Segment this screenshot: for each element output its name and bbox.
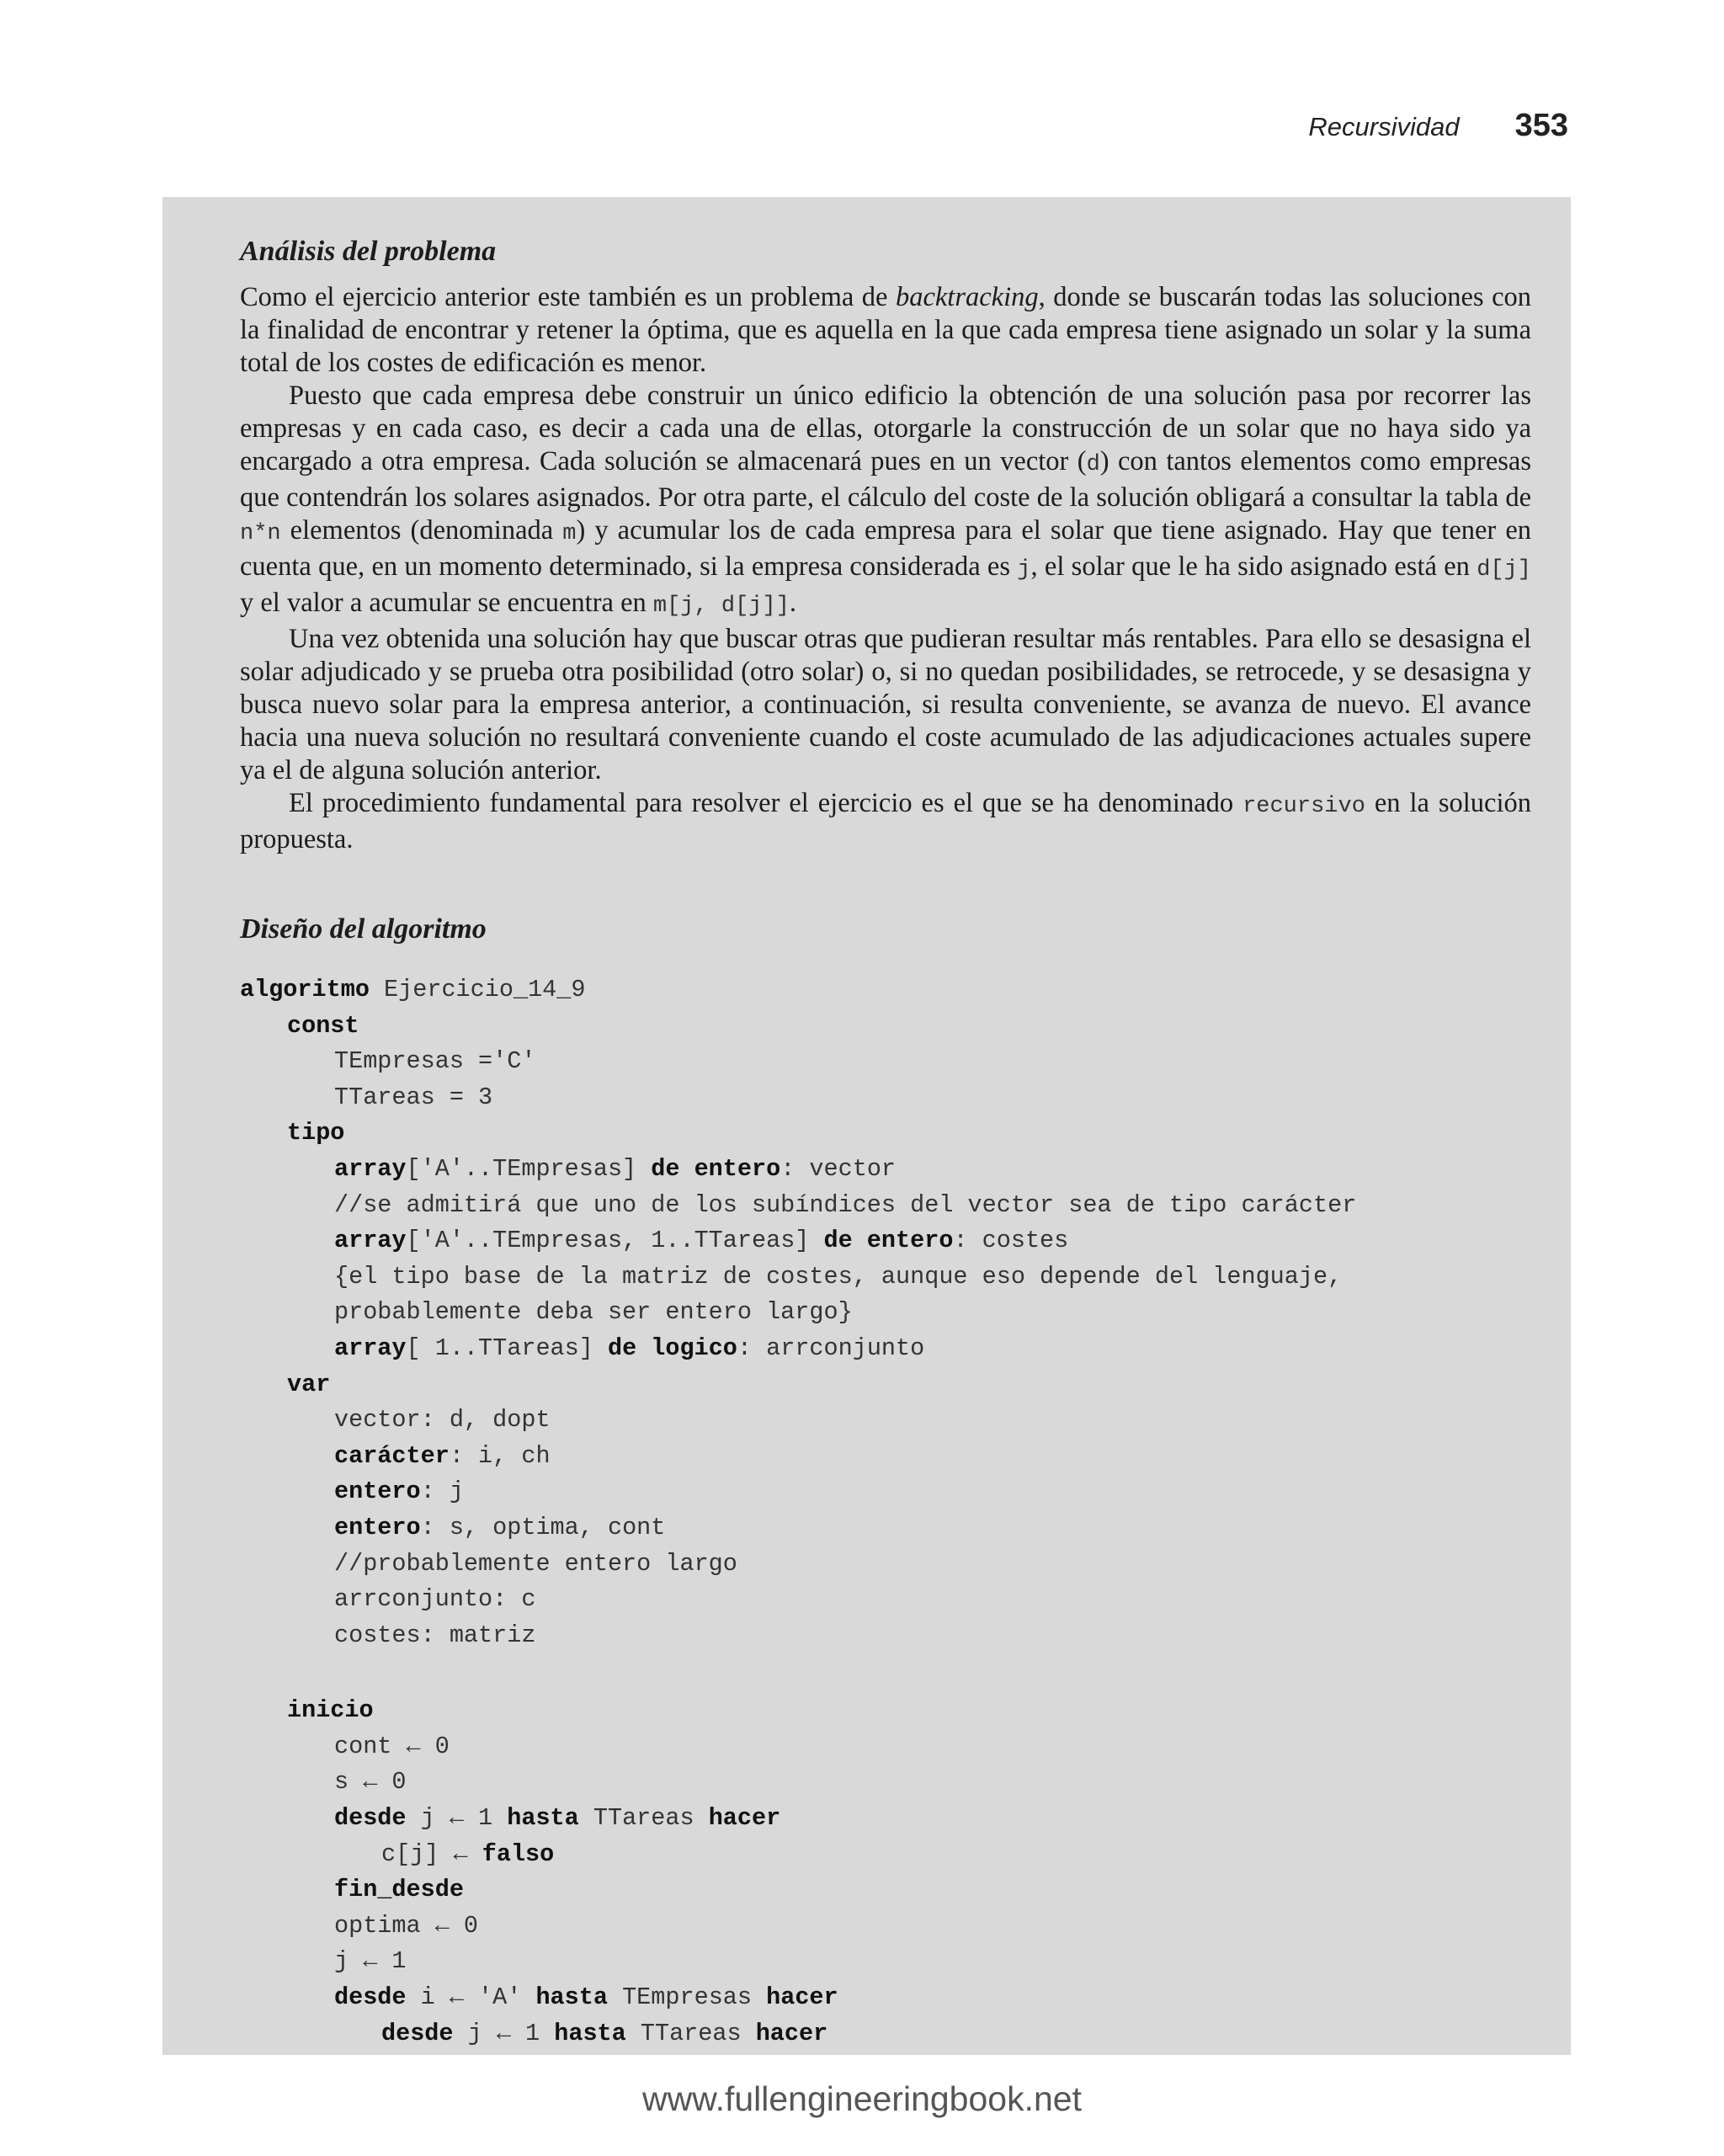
- code-line: [240, 1295, 1531, 1331]
- code-line: [240, 1044, 1531, 1080]
- code-line: [240, 1801, 1531, 1837]
- code-keyword: hasta: [535, 1983, 608, 2012]
- code-line: [240, 1510, 1531, 1546]
- inline-code: n*n: [240, 521, 281, 546]
- code-keyword: entero: [334, 1513, 421, 1541]
- code-line: [240, 1765, 1531, 1801]
- code-keyword: hacer: [755, 2019, 828, 2047]
- code-text: : s, optima, cont: [420, 1513, 666, 1541]
- code-line: [240, 1152, 1531, 1188]
- emphasis-backtracking: backtracking: [895, 282, 1039, 312]
- code-text: j ← 1: [406, 1804, 508, 1833]
- code-text: //se admitirá que uno de los subíndices del vector sea de tipo carácter: [334, 1190, 1357, 1219]
- analysis-paragraph-4: [240, 787, 1531, 856]
- code-line: [240, 1693, 1531, 1729]
- text-run: Puesto que cada empresa debe construir un único edificio la obtención de una solución pasa por recorrer las empresas y en cada caso, es decir a cada una de ellas, otorgarle la construcción de un solar que no haya sido ya encargado a otra empresa. Cada solución se almacenará pues en un vector (: [240, 381, 1531, 476]
- code-text: TTareas: [625, 2019, 756, 2047]
- code-text: costes: matriz: [334, 1621, 536, 1649]
- code-line: [240, 1837, 1531, 1873]
- inline-code: j: [1017, 557, 1031, 583]
- code-text: TTareas = 3: [334, 1083, 493, 1111]
- code-keyword: de entero: [651, 1154, 781, 1183]
- code-keyword: inicio: [287, 1696, 374, 1725]
- code-keyword: fin_desde: [334, 1876, 464, 1904]
- code-line: [240, 2016, 1531, 2052]
- text-run: elementos (denominada: [280, 515, 563, 546]
- code-text: : arrconjunto: [737, 1334, 925, 1362]
- code-line: [240, 1188, 1531, 1224]
- code-text: arrconjunto: c: [334, 1585, 536, 1614]
- code-text: optima ← 0: [334, 1911, 479, 1940]
- code-line: [240, 1872, 1531, 1908]
- analysis-heading: Análisis del problema: [240, 236, 497, 267]
- code-text: probablemente deba ser entero largo}: [334, 1298, 853, 1327]
- content-inner: [240, 231, 1531, 2052]
- code-keyword: var: [287, 1370, 331, 1398]
- code-keyword: hacer: [708, 1804, 781, 1833]
- code-text: ['A'..TEmpresas]: [406, 1154, 652, 1183]
- code-keyword: array: [334, 1154, 407, 1183]
- text-run: , donde se buscarán todas las soluciones con la finalidad de encontrar y retener la óptima, que es aquella en la que cada empresa tiene asignado un solar y la suma total de los costes de edificación es menor.: [240, 282, 1531, 378]
- code-keyword: de logico: [607, 1334, 737, 1362]
- code-keyword: de entero: [823, 1227, 954, 1255]
- inline-code: d: [1086, 452, 1100, 477]
- analysis-paragraph-1: [240, 281, 1531, 380]
- analysis-paragraph-3: Una vez obtenida una solución hay que buscar otras que pudieran resultar más rentables. Para ello se desasigna el solar adjudicado y se prueba otra posibilidad (otro solar) o, si no quedan posibilidades, se retrocede, y se desasigna y busca nuevo solar para la empresa anterior, a continuación, si resulta conveniente, se avanza de nuevo. El avance hacia una nueva solución no resultará conveniente cuando el coste acumulado de las adjudicaciones actuales supere ya el de alguna solución anterior.: [240, 624, 1531, 785]
- running-head: [1308, 108, 1568, 144]
- inline-code: recursivo: [1242, 794, 1365, 819]
- code-line: [240, 1009, 1531, 1045]
- code-keyword: entero: [334, 1477, 421, 1506]
- code-keyword: hasta: [507, 1804, 579, 1833]
- code-line: [240, 1223, 1531, 1259]
- code-text: c[j] ←: [381, 1839, 482, 1868]
- code-line: [240, 1115, 1531, 1152]
- code-line: [240, 1474, 1531, 1510]
- code-keyword: array: [334, 1227, 407, 1255]
- code-text: TTareas: [578, 1804, 709, 1833]
- code-keyword: desde: [334, 1804, 407, 1833]
- code-keyword: falso: [482, 1839, 555, 1868]
- code-line: [240, 1331, 1531, 1367]
- text-run: Como el ejercicio anterior este también es un problema de: [240, 282, 896, 312]
- code-keyword: desde: [381, 2019, 454, 2047]
- code-keyword: carácter: [334, 1441, 450, 1470]
- code-text: : i, ch: [449, 1441, 551, 1470]
- code-text: [ 1..TTareas]: [406, 1334, 608, 1362]
- analysis-body: [240, 281, 1531, 856]
- text-run: .: [789, 588, 797, 618]
- code-keyword: algoritmo: [240, 976, 370, 1003]
- code-line: [240, 1618, 1531, 1654]
- code-text: TEmpresas ='C': [334, 1047, 536, 1076]
- code-text: i ← 'A': [406, 1983, 536, 2012]
- code-line: [240, 1980, 1531, 2016]
- code-text: s ← 0: [334, 1768, 407, 1797]
- text-run: y el valor a acumular se encuentra en: [240, 588, 653, 618]
- code-text: TEmpresas: [607, 1983, 767, 2012]
- inline-code: d[j]: [1477, 557, 1531, 583]
- content-box: [162, 197, 1571, 2055]
- footer-url: www.fullengineeringbook.net: [642, 2079, 1082, 2118]
- code-text: vector: d, dopt: [334, 1406, 551, 1435]
- text-run: ) y acumular los de cada empresa para el solar que tiene asignado. Hay que tener en cuenta que, en un momento determinado, si la empresa considerada es: [240, 515, 1531, 582]
- inline-code: m[j, d[j]]: [652, 594, 790, 619]
- code-line: [240, 1944, 1531, 1980]
- code-keyword: const: [287, 1011, 359, 1040]
- code-keyword: hacer: [766, 1983, 838, 2012]
- text-run: El procedimiento fundamental para resolver el ejercicio es el que se ha denominado: [289, 788, 1243, 818]
- code-text: ['A'..TEmpresas, 1..TTareas]: [406, 1227, 824, 1255]
- code-line: [240, 1403, 1531, 1439]
- code-line: [240, 1080, 1531, 1116]
- code-line: [240, 1582, 1531, 1618]
- running-head-title: Recursividad: [1308, 112, 1460, 141]
- code-keyword: hasta: [554, 2019, 626, 2047]
- analysis-paragraph-2: [240, 380, 1531, 623]
- code-text: cont ← 0: [334, 1732, 450, 1760]
- inline-code: m: [562, 521, 577, 546]
- code-keyword: tipo: [287, 1119, 345, 1147]
- page-number: 353: [1514, 108, 1568, 143]
- code-line: [240, 1729, 1531, 1765]
- code-text: : j: [420, 1477, 464, 1506]
- code-line: [240, 1546, 1531, 1583]
- code-text: : costes: [953, 1227, 1069, 1255]
- code-keyword: array: [334, 1334, 407, 1362]
- code-text: j ← 1: [453, 2019, 555, 2047]
- code-text: j ← 1: [334, 1947, 407, 1976]
- code-text: Ejercicio_14_9: [369, 976, 586, 1003]
- text-run: , el solar que le ha sido asignado está en: [1030, 551, 1477, 582]
- code-line: [240, 1908, 1531, 1945]
- algorithm-code-block: [240, 972, 1531, 2052]
- text-run: en la solución propuesta.: [240, 788, 1531, 854]
- code-text: {el tipo base de la matriz de costes, aunque eso depende del lenguaje,: [334, 1262, 1343, 1291]
- design-heading: Diseño del algoritmo: [240, 913, 487, 945]
- code-line: [240, 972, 1531, 1009]
- code-text: //probablemente entero largo: [334, 1549, 737, 1578]
- code-line: [240, 1367, 1531, 1403]
- code-line: [240, 1439, 1531, 1475]
- code-line: [240, 1259, 1531, 1296]
- code-blank-line: [240, 1653, 1531, 1693]
- text-run: ) con tantos elementos como empresas que contendrán los solares asignados. Por otra parte, el cálculo del coste de la solución obligará a consultar la tabla de: [240, 446, 1531, 513]
- code-text: : vector: [780, 1154, 897, 1183]
- code-keyword: desde: [334, 1983, 407, 2012]
